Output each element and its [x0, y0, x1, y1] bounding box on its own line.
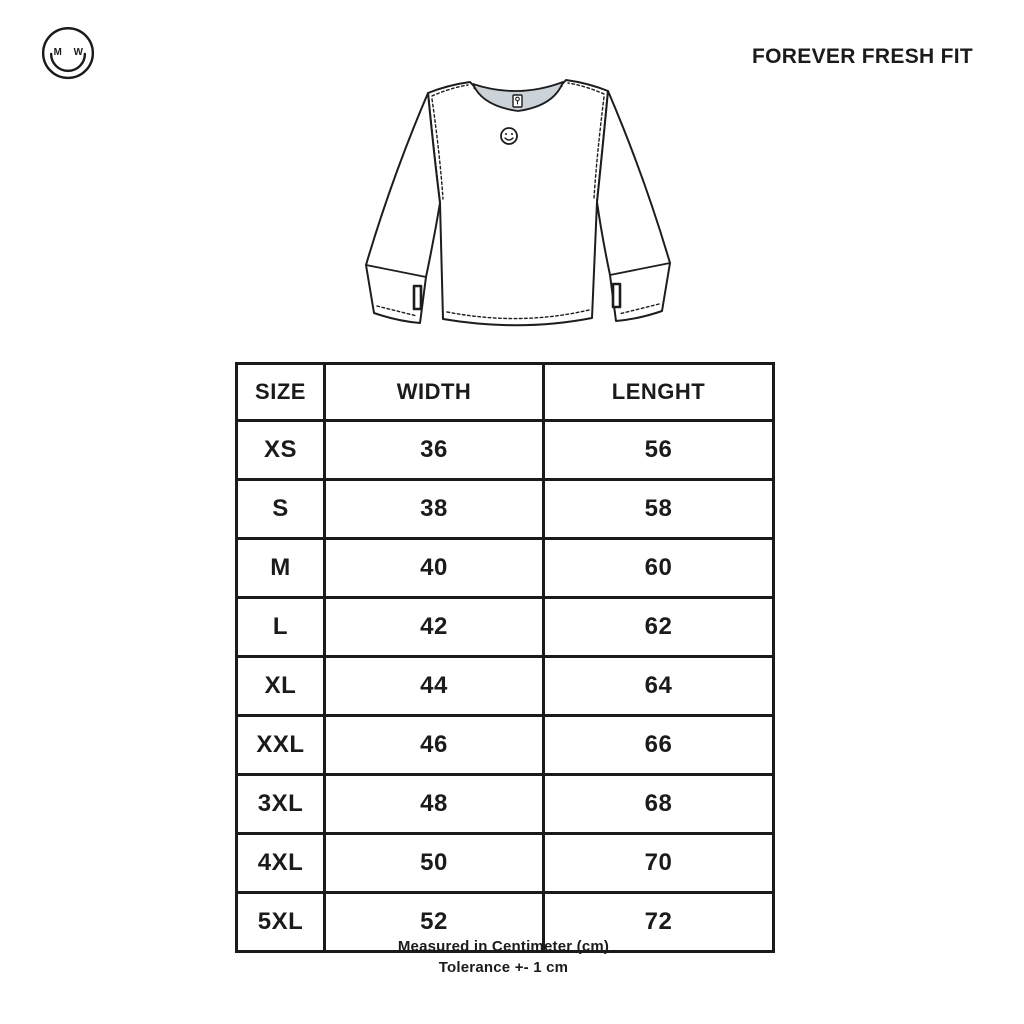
size-cell: XL — [237, 657, 325, 716]
header-width: WIDTH — [325, 364, 544, 421]
length-cell: 72 — [544, 893, 774, 952]
size-chart-table — [235, 362, 775, 953]
size-row-3xl — [237, 775, 774, 834]
size-row-xs — [237, 421, 774, 480]
size-row-4xl — [237, 834, 774, 893]
logo-letter-m: M — [53, 46, 62, 58]
shirt-left-sleeve — [366, 93, 440, 323]
width-cell: 36 — [325, 421, 544, 480]
width-cell: 44 — [325, 657, 544, 716]
size-table-body — [237, 421, 774, 952]
width-cell: 52 — [325, 893, 544, 952]
size-row-xxl — [237, 716, 774, 775]
size-row-xl — [237, 657, 774, 716]
right-cuff-tag — [613, 284, 620, 307]
width-cell: 46 — [325, 716, 544, 775]
header-row — [237, 364, 774, 421]
length-cell: 56 — [544, 421, 774, 480]
width-cell: 48 — [325, 775, 544, 834]
size-row-m — [237, 539, 774, 598]
size-cell: 5XL — [237, 893, 325, 952]
footnote-units: Measured in Centimeter (cm) — [397, 938, 610, 955]
size-row-s — [237, 480, 774, 539]
size-row-l — [237, 598, 774, 657]
length-cell: 68 — [544, 775, 774, 834]
footnote-tolerance: Tolerance +- 1 cm — [438, 959, 569, 976]
brand-smiley-logo-icon — [38, 24, 98, 84]
logo-letter-w: W — [73, 46, 83, 58]
width-cell: 38 — [325, 480, 544, 539]
size-cell: M — [237, 539, 325, 598]
width-cell: 50 — [325, 834, 544, 893]
length-cell: 60 — [544, 539, 774, 598]
page-title: FOREVER FRESH FIT — [752, 45, 973, 68]
width-cell: 42 — [325, 598, 544, 657]
tshirt-illustration — [352, 55, 682, 355]
length-cell: 70 — [544, 834, 774, 893]
length-cell: 64 — [544, 657, 774, 716]
size-chart-header — [237, 364, 774, 421]
length-cell: 66 — [544, 716, 774, 775]
size-cell: XXL — [237, 716, 325, 775]
size-cell: L — [237, 598, 325, 657]
smiley-chest-logo-icon — [501, 128, 517, 144]
size-cell: XS — [237, 421, 325, 480]
size-cell: S — [237, 480, 325, 539]
left-cuff-tag — [414, 286, 421, 309]
length-cell: 58 — [544, 480, 774, 539]
size-cell: 4XL — [237, 834, 325, 893]
header-length: LENGHT — [544, 364, 774, 421]
length-cell: 62 — [544, 598, 774, 657]
width-cell: 40 — [325, 539, 544, 598]
header-size: SIZE — [237, 364, 325, 421]
shirt-body — [428, 80, 608, 325]
shirt-right-sleeve — [597, 91, 670, 321]
size-cell: 3XL — [237, 775, 325, 834]
footnote — [235, 936, 772, 978]
